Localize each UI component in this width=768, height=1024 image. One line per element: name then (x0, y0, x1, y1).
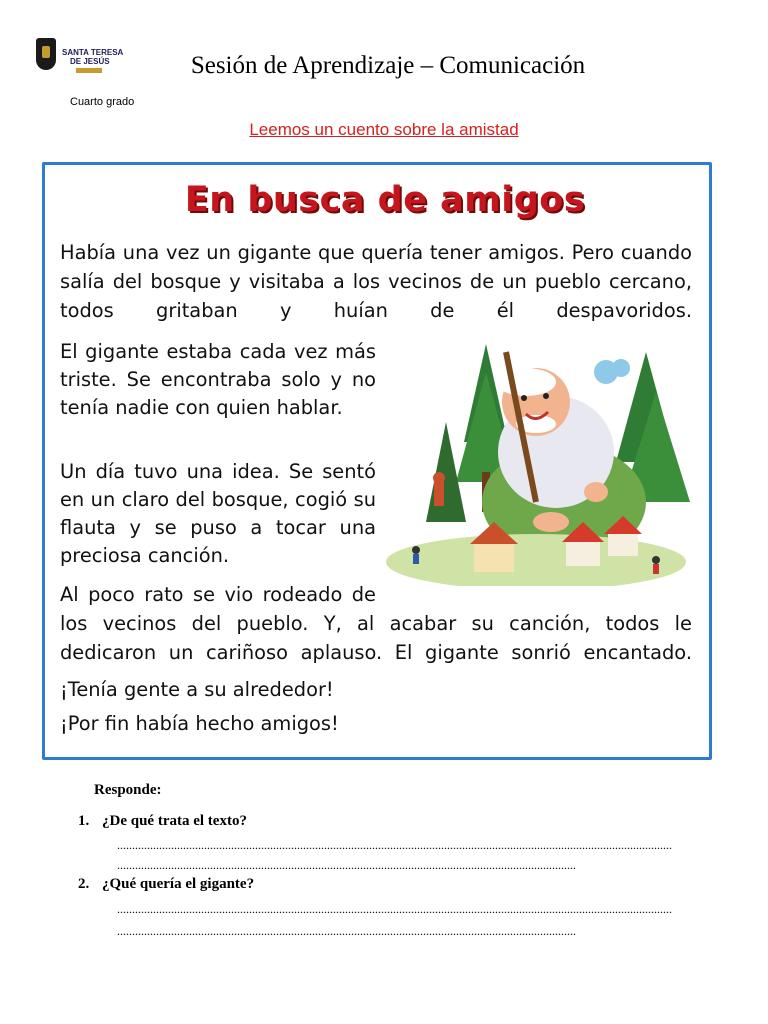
questions-heading: Responde: (94, 782, 162, 798)
story-paragraph-6: ¡Por fin había hecho amigos! (60, 712, 339, 735)
question-1 (78, 813, 247, 830)
grade-label: Cuarto grado (70, 96, 135, 108)
logo-text-line1: SANTA TERESA (62, 48, 124, 57)
logo-text-line2: DE JESÚS (70, 57, 110, 66)
story-paragraph-1: Había una vez un gigante que quería tener amigos. Pero cuando salía del bosque y visitaba a los vecinos de un pueblo cercano, todos gritaban y huían de él despavoridos. (60, 241, 692, 322)
answer-line-1b[interactable]: ......................................................................................................................................................... (117, 858, 576, 872)
question-1-number: 1. (78, 813, 90, 829)
answer-line-2b[interactable]: ......................................................................................................................................................... (117, 924, 576, 938)
lesson-subtitle: Leemos un cuento sobre la amistad (249, 120, 519, 139)
answer-line-2a[interactable]: ......................................................................................................................................................................................... (117, 902, 672, 916)
story-paragraph-4-line1: Al poco rato se vio rodeado de (60, 583, 376, 606)
page-title: Sesión de Aprendizaje – Comunicación (190, 52, 586, 79)
question-2-text: ¿Qué quería el gigante? (102, 876, 255, 892)
question-2 (78, 876, 254, 893)
story-paragraph-3: Un día tuvo una idea. Se sentó en un claro del bosque, cogió su flauta y se puso a tocar una preciosa canción. (60, 460, 376, 567)
giant-playing-flute-illustration (386, 332, 696, 586)
answer-line-1a[interactable]: ......................................................................................................................................................................................... (117, 838, 672, 852)
story-title: En busca de amigos (184, 180, 586, 220)
question-1-text: ¿De qué trata el texto? (102, 813, 247, 829)
question-2-number: 2. (78, 876, 90, 892)
story-paragraph-2: El gigante estaba cada vez más triste. Se encontraba solo y no tenía nadie con quien hablar. (60, 340, 376, 419)
story-paragraph-5: ¡Tenía gente a su alrededor! (60, 678, 334, 701)
story-paragraph-4-rest: los vecinos del pueblo. Y, al acabar su canción, todos le dedicaron un cariñoso aplauso. El gigante sonrió encantado. (60, 612, 692, 664)
